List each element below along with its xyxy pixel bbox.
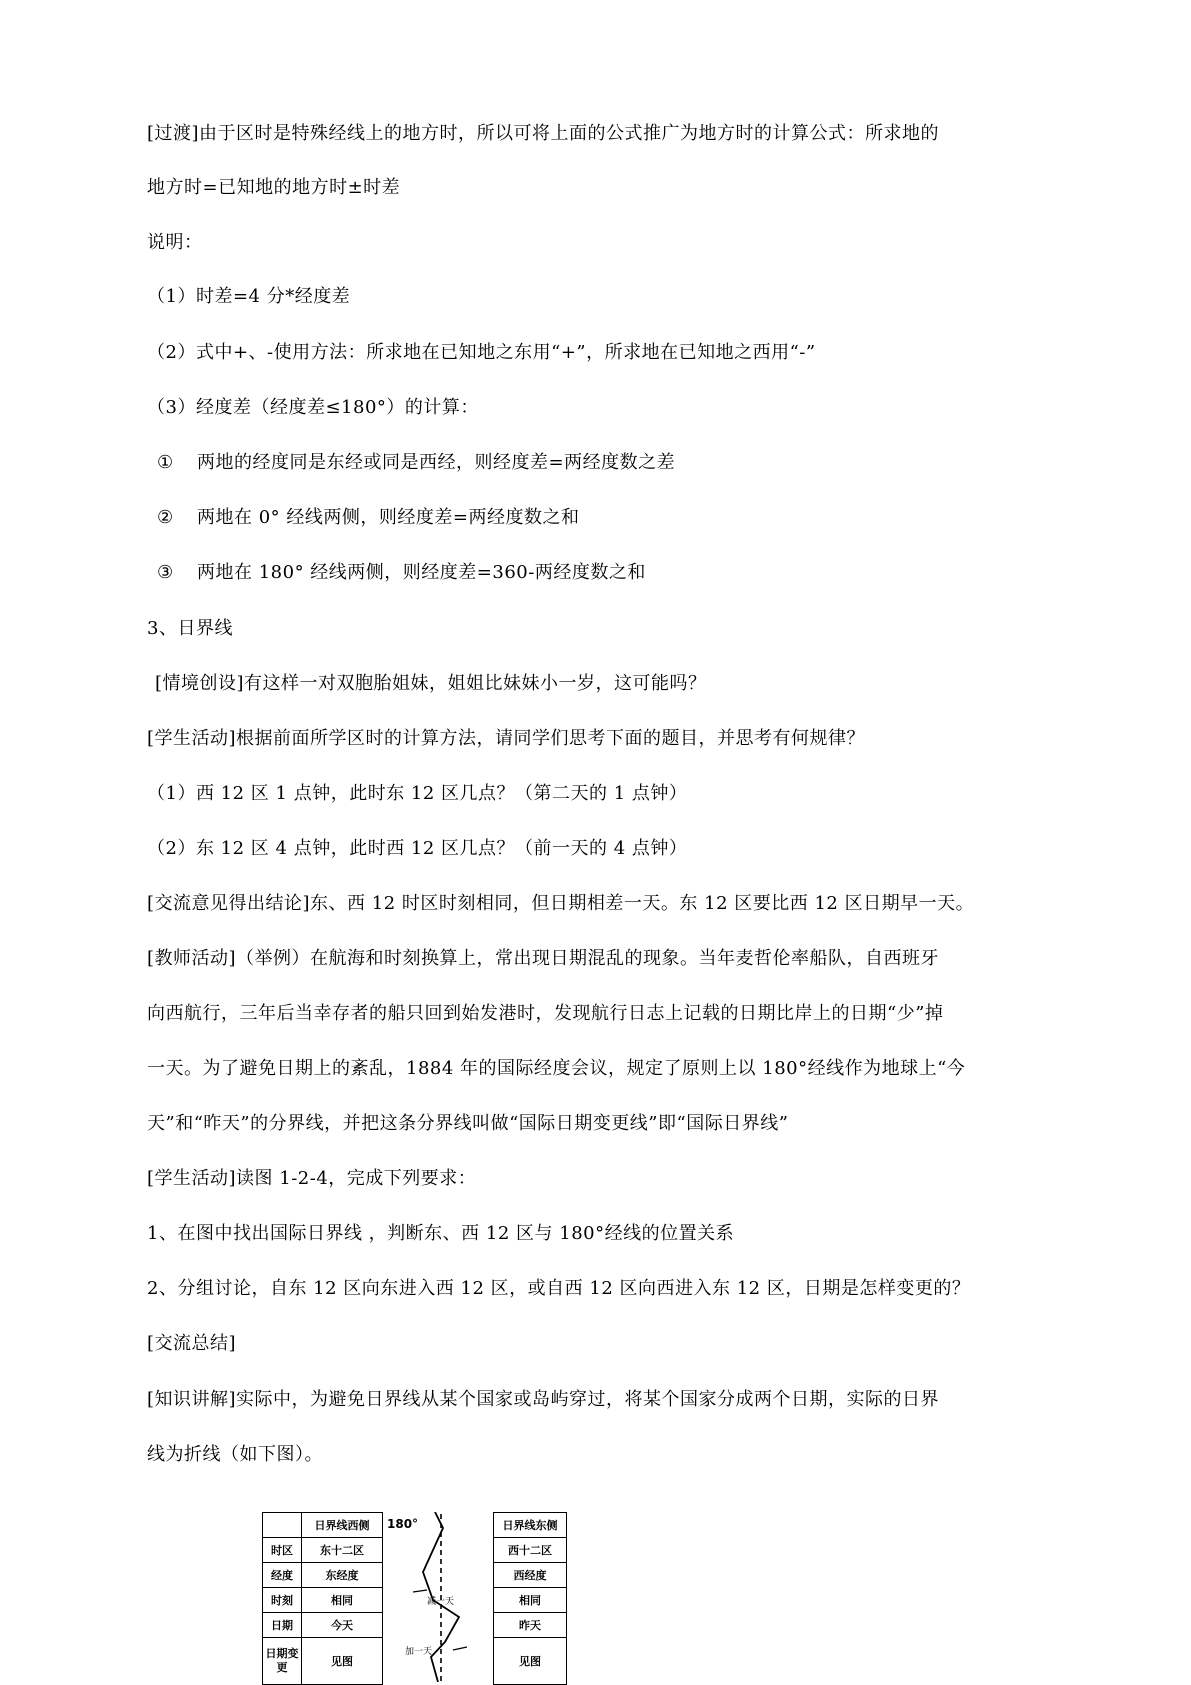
meridian-180-label: 180° bbox=[387, 1516, 419, 1531]
date-line-figure bbox=[262, 1512, 567, 1685]
table-header-row bbox=[263, 1513, 567, 1538]
arrow-left-icon bbox=[453, 1647, 467, 1650]
paragraph: 说明： bbox=[147, 232, 203, 253]
list-item-text: 两地的经度同是东经或同是西经，则经度差=两经度数之差 bbox=[197, 452, 676, 473]
arrow-right-label: 减一天 bbox=[427, 1596, 455, 1607]
table-header-west: 日界线西侧 bbox=[302, 1513, 383, 1538]
paragraph: [知识讲解]实际中，为避免日界线从某个国家或岛屿穿过，将某个国家分成两个日期，实际的日界 bbox=[147, 1389, 940, 1410]
date-line-table bbox=[262, 1512, 567, 1685]
date-line-graphic-cell bbox=[383, 1513, 494, 1685]
cell-west: 东十二区 bbox=[302, 1538, 383, 1563]
cell-west: 东经度 bbox=[302, 1563, 383, 1588]
paragraph: （3）经度差（经度差≤180°）的计算： bbox=[147, 397, 479, 418]
paragraph: [学生活动]读图 1-2-4，完成下列要求： bbox=[147, 1168, 477, 1189]
list-marker: ① bbox=[157, 452, 174, 473]
paragraph: （2）东 12 区 4 点钟，此时西 12 区几点？（前一天的 4 点钟） bbox=[147, 838, 688, 859]
paragraph: [交流总结] bbox=[147, 1333, 237, 1354]
cell-east: 昨天 bbox=[494, 1613, 567, 1638]
paragraph: 1、在图中找出国际日界线 ，判断东、西 12 区与 180°经线的位置关系 bbox=[147, 1223, 735, 1244]
table-header-east: 日界线东侧 bbox=[494, 1513, 567, 1538]
date-line-graphic bbox=[383, 1512, 493, 1682]
paragraph: 天”和“昨天”的分界线，并把这条分界线叫做“国际日期变更线”即“国际日界线” bbox=[147, 1113, 789, 1134]
arrow-right-icon bbox=[413, 1590, 427, 1592]
paragraph: 地方时=已知地的地方时±时差 bbox=[147, 177, 401, 198]
cell-west: 相同 bbox=[302, 1588, 383, 1613]
list-item bbox=[157, 451, 675, 475]
paragraph: [情境创设]有这样一对双胞胎姐妹，姐姐比妹妹小一岁，这可能吗？ bbox=[155, 673, 707, 694]
cell-east: 见图 bbox=[494, 1638, 567, 1685]
row-label: 时区 bbox=[263, 1538, 302, 1563]
section-heading: 3、日界线 bbox=[147, 618, 233, 639]
row-label: 经度 bbox=[263, 1563, 302, 1588]
cell-east: 西经度 bbox=[494, 1563, 567, 1588]
list-item bbox=[157, 561, 646, 585]
list-item-text: 两地在 0° 经线两侧，则经度差=两经度数之和 bbox=[197, 507, 580, 528]
row-label: 日期 bbox=[263, 1613, 302, 1638]
row-label: 日期变更 bbox=[263, 1638, 302, 1685]
paragraph: （1）时差=4 分*经度差 bbox=[147, 286, 351, 307]
cell-west: 今天 bbox=[302, 1613, 383, 1638]
paragraph: [学生活动]根据前面所学区时的计算方法，请同学们思考下面的题目，并思考有何规律？ bbox=[147, 728, 866, 749]
paragraph: （2）式中+、-使用方法：所求地在已知地之东用“+”，所求地在已知地之西用“-” bbox=[147, 342, 816, 363]
list-marker: ② bbox=[157, 507, 174, 528]
paragraph: [教师活动]（举例）在航海和时刻换算上，常出现日期混乱的现象。当年麦哲伦率船队，自西班牙 bbox=[147, 948, 940, 969]
cell-east: 相同 bbox=[494, 1588, 567, 1613]
list-item-text: 两地在 180° 经线两侧，则经度差=360-两经度数之和 bbox=[197, 562, 646, 583]
cell-west: 见图 bbox=[302, 1638, 383, 1685]
arrow-left-label: 加一天 bbox=[405, 1646, 433, 1657]
paragraph: （1）西 12 区 1 点钟，此时东 12 区几点？（第二天的 1 点钟） bbox=[147, 783, 688, 804]
paragraph: 2、分组讨论，自东 12 区向东进入西 12 区，或自西 12 区向西进入东 12 区，日期是怎样变更的？ bbox=[147, 1278, 971, 1299]
paragraph: 线为折线（如下图）。 bbox=[147, 1444, 323, 1465]
paragraph: [交流意见得出结论]东、西 12 时区时刻相同，但日期相差一天。东 12 区要比西 12 区日期早一天。 bbox=[147, 893, 975, 914]
row-label: 时刻 bbox=[263, 1588, 302, 1613]
cell-east: 西十二区 bbox=[494, 1538, 567, 1563]
list-item bbox=[157, 506, 579, 530]
table-corner-cell bbox=[263, 1513, 302, 1538]
paragraph: [过渡]由于区时是特殊经线上的地方时，所以可将上面的公式推广为地方时的计算公式：所求地的 bbox=[147, 123, 940, 144]
list-marker: ③ bbox=[157, 562, 174, 583]
paragraph: 向西航行，三年后当幸存者的船只回到始发港时，发现航行日志上记载的日期比岸上的日期“少”掉 bbox=[147, 1003, 944, 1024]
paragraph: 一天。为了避免日期上的紊乱，1884 年的国际经度会议，规定了原则上以 180°经线作为地球上“今 bbox=[147, 1058, 966, 1079]
